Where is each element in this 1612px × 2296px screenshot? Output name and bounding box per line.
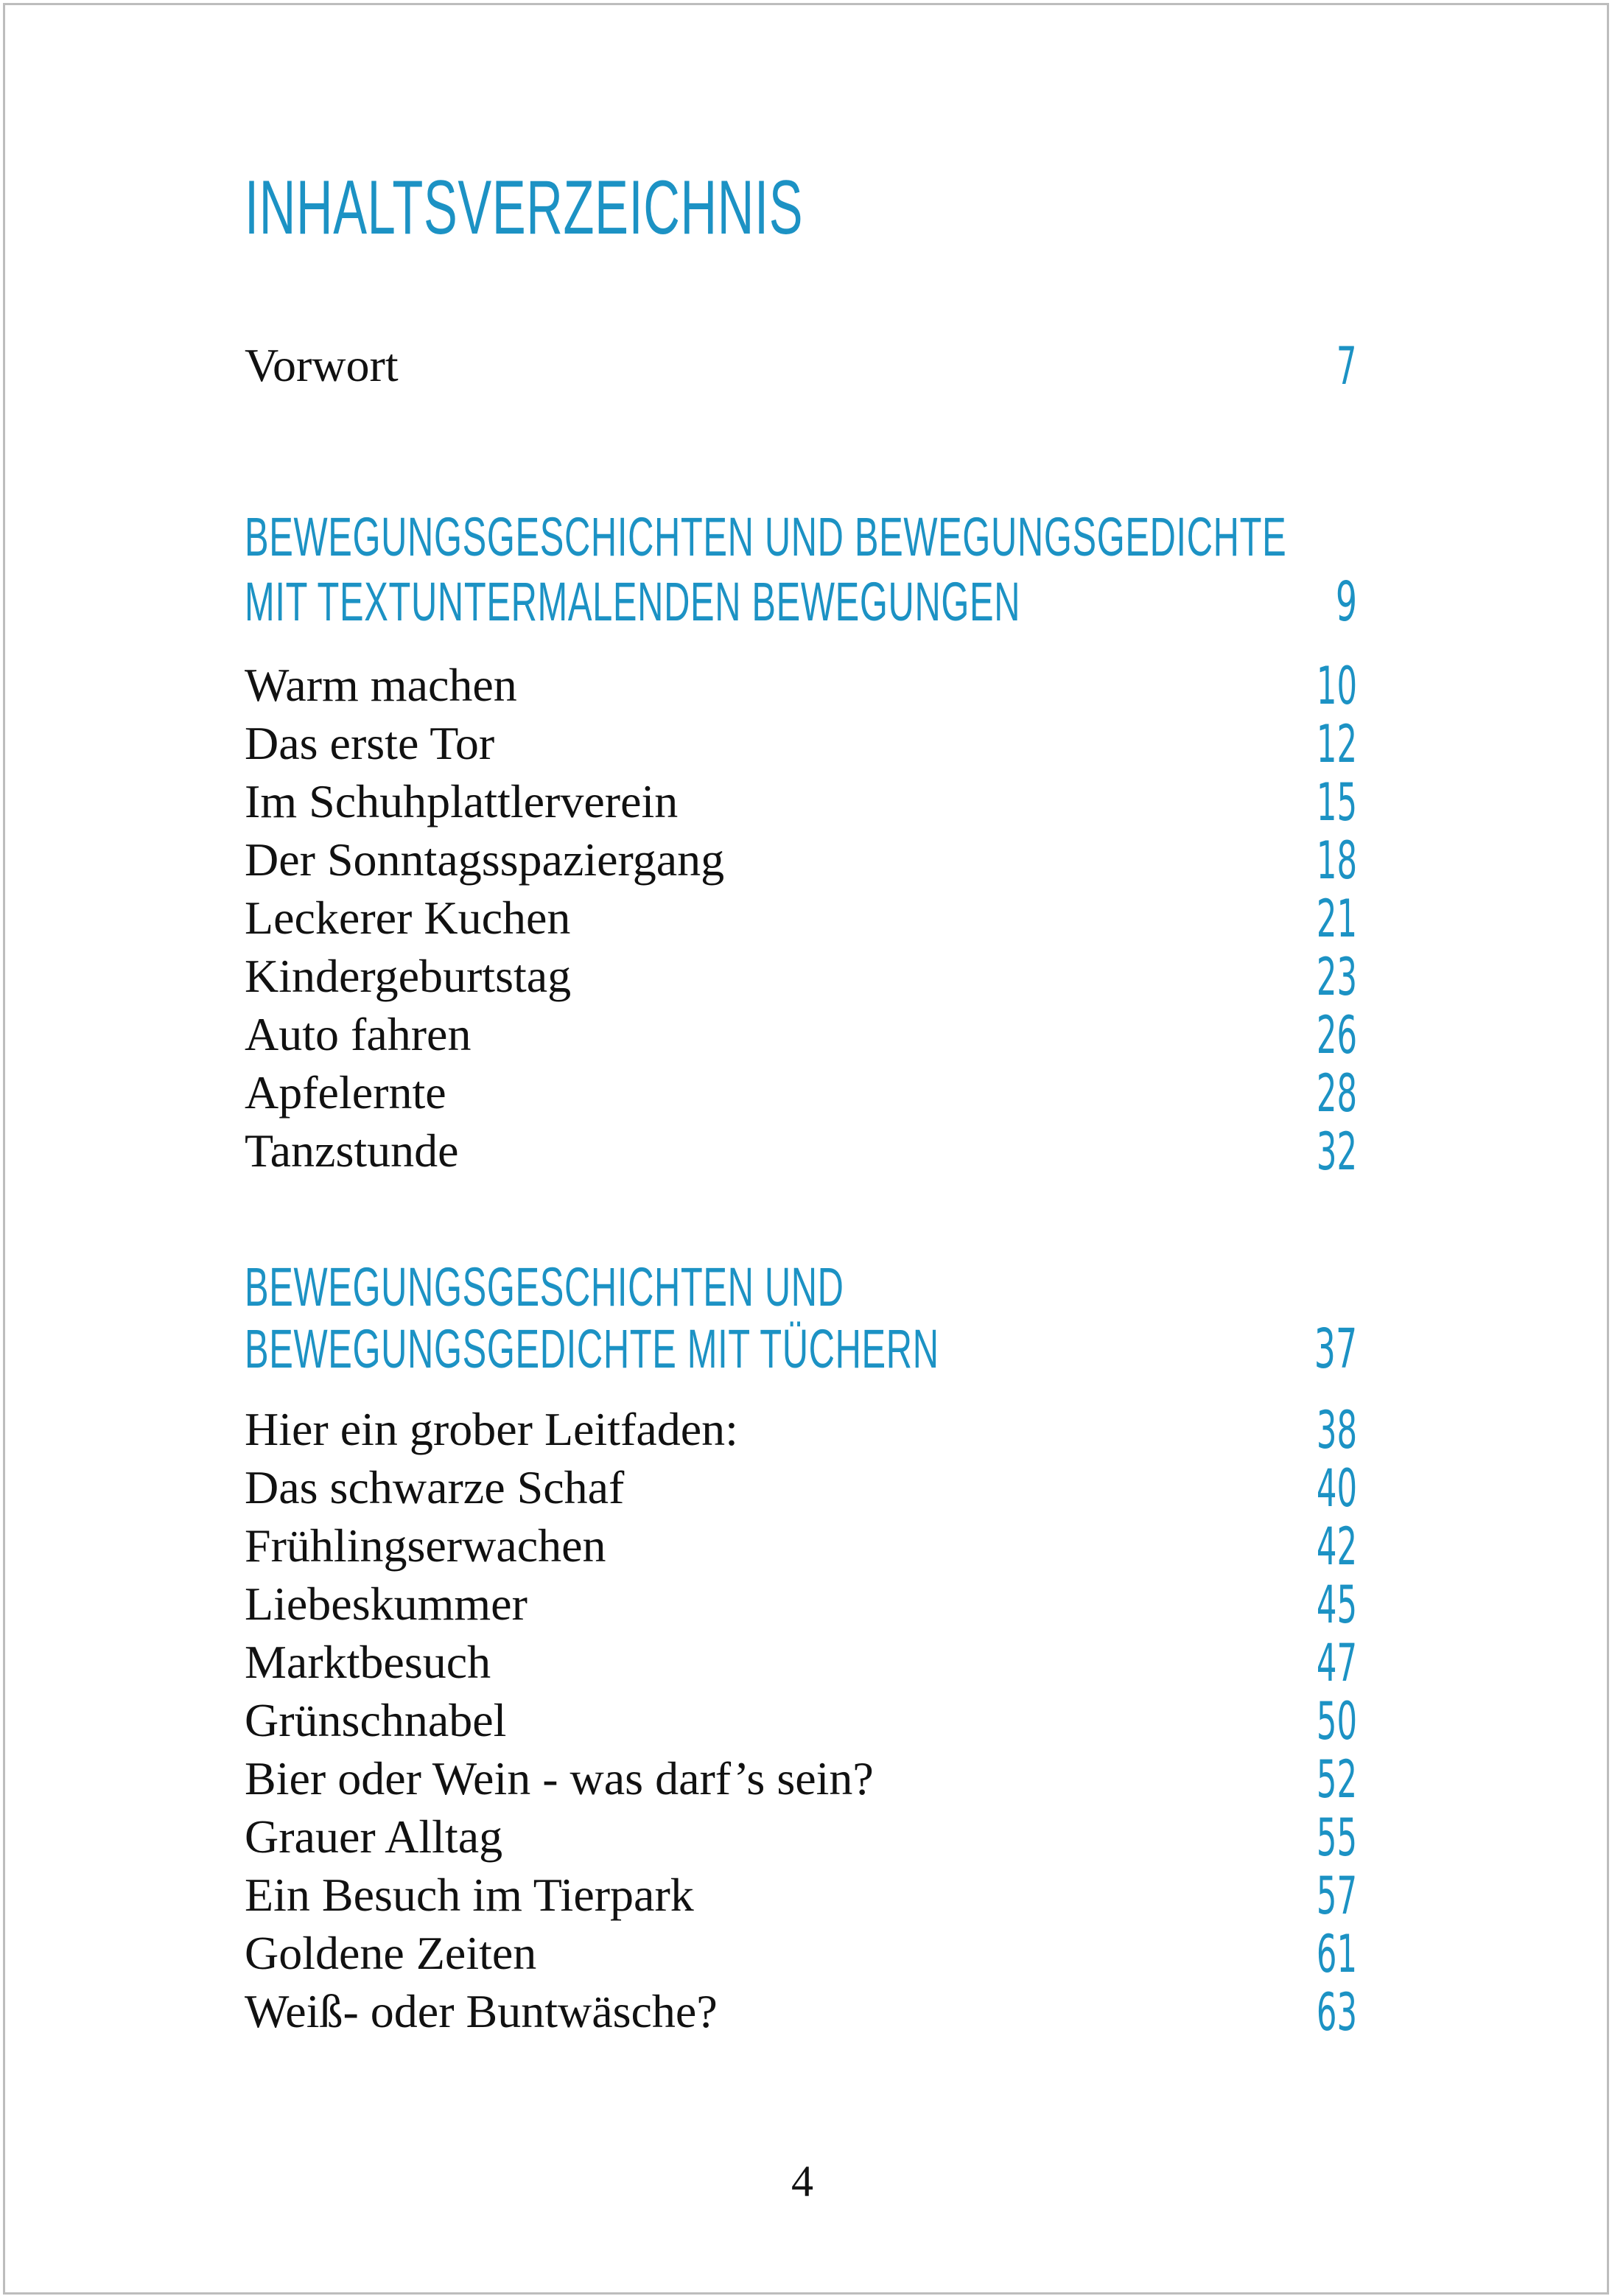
entry-title: Warm machen [245, 659, 517, 711]
entry-title: Der Sonntagsspaziergang [245, 833, 725, 886]
entry-title: Im Schuhplattlerverein [245, 775, 679, 827]
section-page: 37 [1314, 1317, 1357, 1381]
entry-page: 42 [1316, 1516, 1357, 1577]
entry-page: 45 [1316, 1575, 1357, 1635]
entry-title: Grauer Alltag [245, 1810, 503, 1863]
entry-page: 23 [1316, 947, 1357, 1007]
entry-page: 38 [1316, 1400, 1357, 1460]
section-heading-line: BEWEGUNGSGESCHICHTEN UND [245, 1256, 844, 1317]
entry-page: 26 [1316, 1005, 1357, 1065]
toc-entry[interactable] [245, 1866, 1357, 1925]
page-title: INHALTSVERZEICHNIS [245, 165, 804, 251]
toc-entry[interactable] [245, 656, 1357, 715]
entry-page: 28 [1316, 1063, 1357, 1124]
toc-entry[interactable] [245, 714, 1357, 773]
section-heading-line: MIT TEXTUNTERMALENDEN BEWEGUNGEN [245, 571, 1021, 632]
toc-entry[interactable] [245, 947, 1357, 1006]
toc-entry[interactable] [245, 889, 1357, 948]
toc-entry[interactable] [245, 1633, 1357, 1692]
entry-title: Liebeskummer [245, 1578, 528, 1630]
entry-page: 57 [1316, 1866, 1357, 1926]
entry-page: 63 [1316, 1982, 1357, 2043]
toc-entry[interactable] [245, 1982, 1357, 2041]
toc-entry[interactable] [245, 1121, 1357, 1180]
entry-page: 18 [1316, 830, 1357, 891]
entry-title: Hier ein grober Leitfaden: [245, 1403, 738, 1455]
entry-page: 55 [1316, 1807, 1357, 1868]
entry-page: 61 [1316, 1924, 1357, 1984]
page-number: 4 [791, 2157, 813, 2205]
section-heading-line: BEWEGUNGSGESCHICHTEN UND BEWEGUNGSGEDICHTE [245, 506, 1287, 567]
section-page: 9 [1335, 570, 1357, 634]
toc-entry[interactable] [245, 830, 1357, 889]
toc-entry[interactable] [245, 772, 1357, 831]
entry-title: Apfelernte [245, 1066, 446, 1119]
toc-entry[interactable] [245, 1575, 1357, 1634]
entry-title: Auto fahren [245, 1008, 472, 1060]
entry-page: 12 [1316, 714, 1357, 774]
entry-title: Das schwarze Schaf [245, 1461, 625, 1513]
toc-entry[interactable] [245, 1516, 1357, 1575]
entry-title: Ein Besuch im Tierpark [245, 1869, 694, 1921]
toc-entry[interactable] [245, 1807, 1357, 1866]
toc-entry[interactable] [245, 1924, 1357, 1983]
entry-title: Leckerer Kuchen [245, 892, 571, 944]
toc-entry[interactable] [245, 1063, 1357, 1122]
entry-page: 7 [1336, 336, 1357, 396]
toc-entry[interactable] [245, 1749, 1357, 1808]
entry-page: 47 [1316, 1633, 1357, 1693]
entry-title: Weiß- oder Buntwäsche? [245, 1985, 718, 2037]
entry-title: Das erste Tor [245, 717, 495, 769]
entry-title: Bier oder Wein - was darf’s sein? [245, 1752, 874, 1805]
entry-title: Vorwort [245, 339, 399, 391]
entry-page: 50 [1316, 1691, 1357, 1751]
entry-page: 10 [1316, 656, 1357, 716]
entry-page: 52 [1316, 1749, 1357, 1810]
entry-title: Frühlingserwachen [245, 1519, 606, 1572]
entry-page: 21 [1316, 889, 1357, 949]
entry-title: Goldene Zeiten [245, 1927, 537, 1979]
section-heading-line: BEWEGUNGSGEDICHTE MIT TÜCHERN [245, 1318, 939, 1379]
toc-entry[interactable] [245, 1691, 1357, 1750]
entry-title: Marktbesuch [245, 1636, 491, 1688]
toc-entry[interactable] [245, 1458, 1357, 1517]
toc-entry-preface[interactable] [245, 336, 1357, 395]
toc-entry[interactable] [245, 1400, 1357, 1459]
entry-title: Kindergeburtstag [245, 950, 572, 1002]
entry-title: Tanzstunde [245, 1124, 459, 1177]
entry-title: Grünschnabel [245, 1694, 507, 1746]
toc-entry[interactable] [245, 1005, 1357, 1064]
entry-page: 32 [1316, 1121, 1357, 1182]
entry-page: 40 [1316, 1458, 1357, 1519]
entry-page: 15 [1316, 772, 1357, 833]
